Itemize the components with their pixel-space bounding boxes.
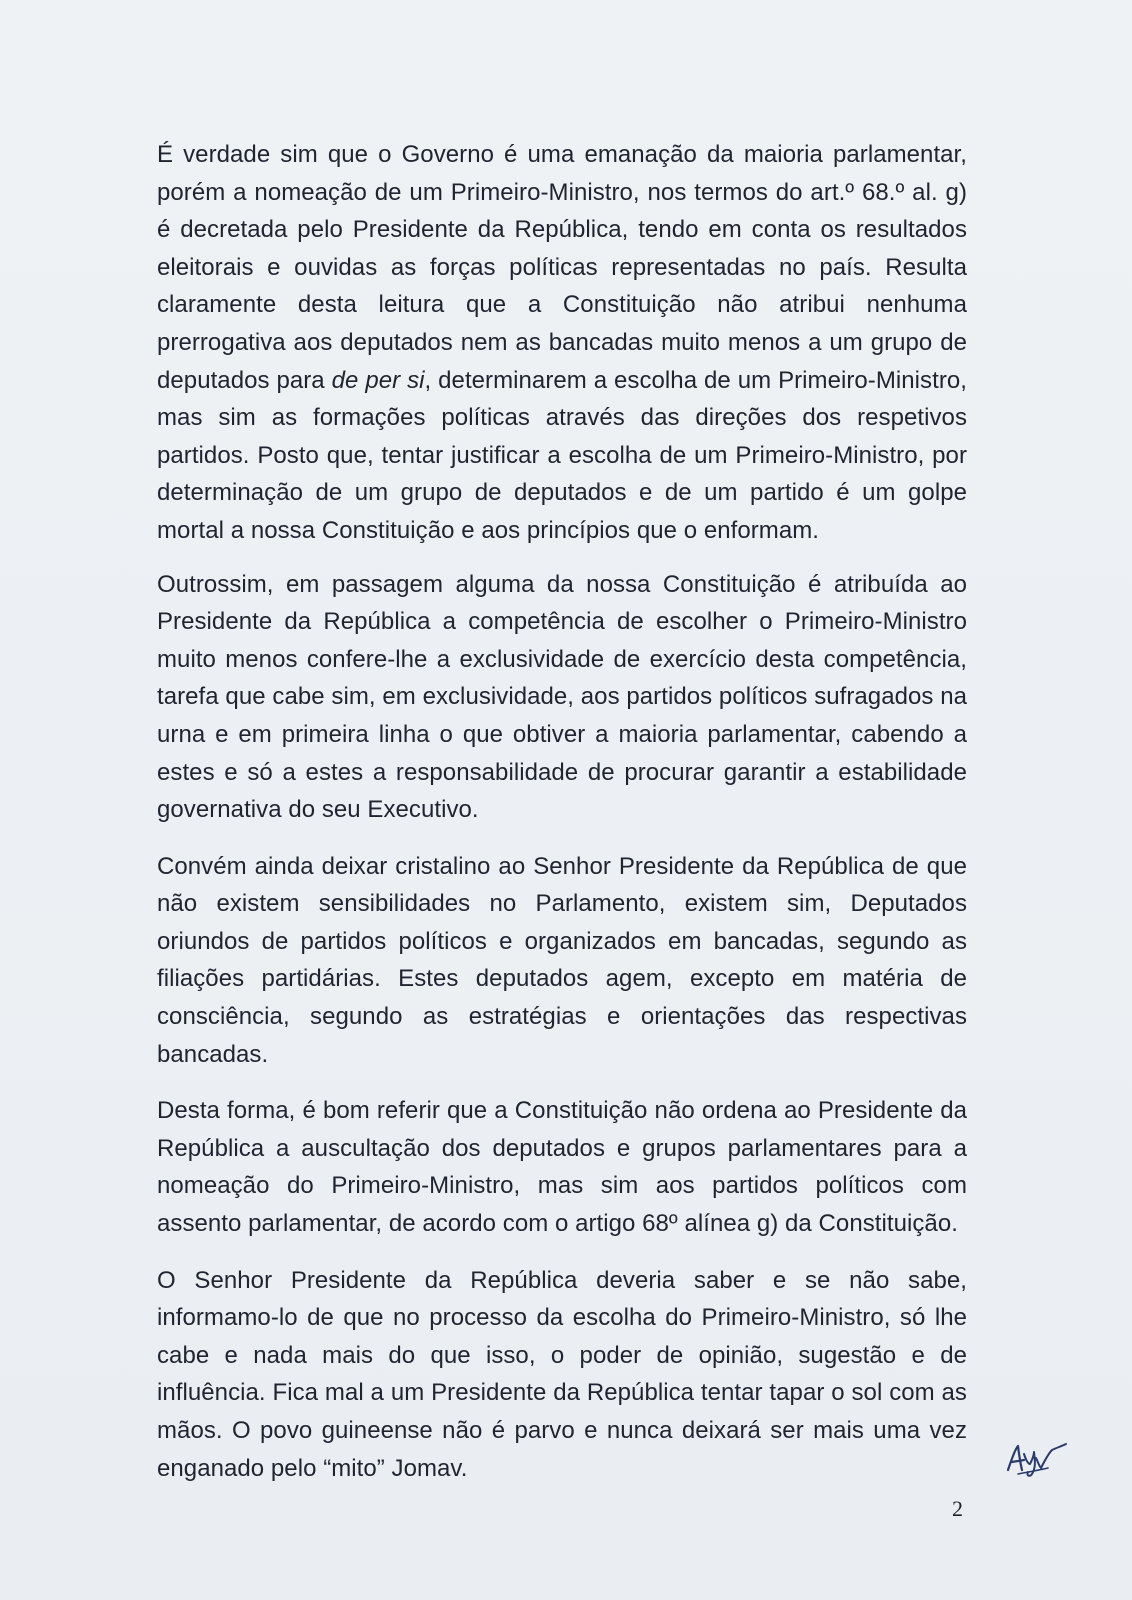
paragraph-1 [157, 136, 967, 550]
paragraph-1-text-start: É verdade sim que o Governo é uma emanação da maioria parlamentar, porém a nomeação de um Primeiro-Ministro, nos termos do art.º 68.º al. g) é decretada pelo Presidente da República, tendo em conta os resultados eleitorais e ouvidas as forças políticas representadas no país. Resulta claramente desta leitura que a Constituição não atribui nenhuma prerrogativa aos deputados nem as bancadas muito menos a um grupo de deputados para [157, 141, 967, 394]
paragraph-4: Desta forma, é bom referir que a Constituição não ordena ao Presidente da República a auscultação dos deputados e grupos parlamentares para a nomeação do Primeiro-Ministro, mas sim aos partidos políticos com assento parlamentar, de acordo com o artigo 68º alínea g) da Constituição. [157, 1097, 967, 1238]
paragraph-2: Outrossim, em passagem alguma da nossa Constituição é atribuída ao Presidente da República a competência de escolher o Primeiro-Ministro muito menos confere-lhe a exclusividade de exercício desta competência, tarefa que cabe sim, em exclusividade, aos partidos políticos sufragados na urna e em primeira linha o que obtiver a maioria parlamentar, cabendo a estes e só a estes a responsabilidade de procurar garantir a estabilidade governativa do seu Executivo. [157, 570, 967, 824]
paragraph-1-italic-phrase: de per si [331, 366, 425, 394]
paragraph-5: O Senhor Presidente da República deveria saber e se não sabe, informamo-lo de que no processo da escolha do Primeiro-Ministro, só lhe cabe e nada mais do que isso, o poder de opinião, sugestão e de influência. Fica mal a um Presidente da República tentar tapar o sol com as mãos. O povo guineense não é parvo e nunca deixará ser mais uma vez enganado pelo “mito” Jomav. [157, 1266, 967, 1482]
document-body [157, 136, 967, 1504]
signature-icon [1004, 1440, 1068, 1480]
paragraph-1-text-end: , determinarem a escolha de um Primeiro-Ministro, mas sim as formações políticas através das direções dos respetivos partidos. Posto que, tentar justificar a escolha de um Primeiro-Ministro, por determinação de um grupo de deputados e de um partido é um golpe mortal a nossa Constituição e aos princípios que o enformam. [157, 366, 967, 544]
paragraph-3: Convém ainda deixar cristalino ao Senhor Presidente da República de que não existem sensibilidades no Parlamento, existem sim, Deputados oriundos de partidos políticos e organizados em bancadas, segundo as filiações partidárias. Estes deputados agem, excepto em matéria de consciência, segundo as estratégias e orientações das respectivas bancadas. [157, 852, 967, 1068]
page-number: 2 [952, 1496, 963, 1521]
